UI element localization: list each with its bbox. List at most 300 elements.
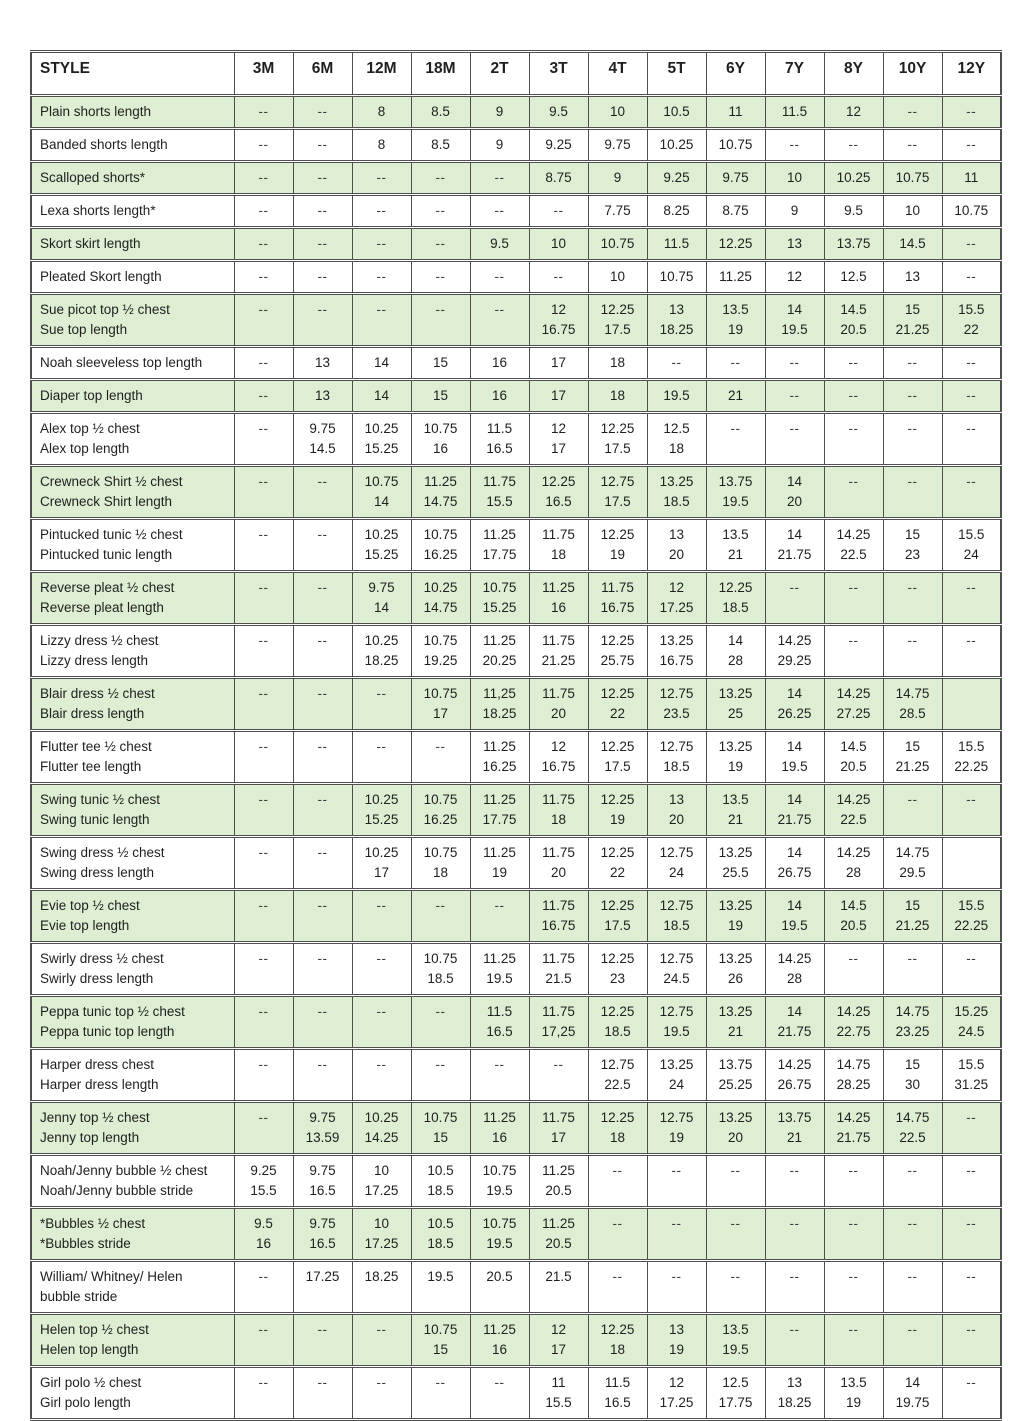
size-value-cell (765, 1314, 824, 1367)
size-value-cell (352, 519, 411, 572)
size-value-cell (942, 294, 1001, 347)
measurement-value: 14 (786, 302, 803, 317)
row-label-line: Harper dress length (40, 1077, 159, 1092)
measurement-value: 10.75 (895, 170, 930, 185)
size-value-cell (942, 678, 1001, 731)
size-value-cell (529, 380, 588, 413)
size-value-cell (647, 466, 706, 519)
measurement-value: 10.25 (364, 527, 399, 542)
size-value-cell (411, 1261, 470, 1314)
measurement-value: 10 (786, 170, 803, 185)
measurement-value: 18.5 (427, 971, 454, 986)
measurement-value: 13.75 (836, 236, 871, 251)
size-value-cell (765, 996, 824, 1049)
measurement-value: 13.25 (718, 1110, 753, 1125)
not-available-dash: -- (789, 1269, 800, 1284)
row-label-line: William/ Whitney/ Helen (40, 1269, 183, 1284)
measurement-value: 17 (550, 1342, 567, 1357)
measurement-value: 15.5 (958, 527, 985, 542)
row-label-line: *Bubbles ½ chest (40, 1216, 146, 1231)
measurement-value: 17.25 (659, 1395, 694, 1410)
size-value-cell (706, 519, 765, 572)
measurement-value: 11.25 (483, 527, 516, 542)
size-value-cell (411, 162, 470, 195)
size-value-cell (824, 413, 883, 466)
size-value-cell (352, 466, 411, 519)
measurement-value: 11.25 (483, 792, 516, 807)
size-value-cell (529, 1208, 588, 1261)
measurement-value: 14 (373, 494, 390, 509)
measurement-value: 19.5 (486, 1183, 513, 1198)
table-row (31, 996, 1001, 1049)
size-value-cell (234, 413, 293, 466)
size-value-cell (411, 129, 470, 162)
measurement-value: 14.75 (423, 600, 458, 615)
size-value-cell (411, 572, 470, 625)
column-header-7Y: 7Y (765, 52, 824, 96)
size-value-cell (293, 294, 352, 347)
measurement-value: 12 (550, 421, 567, 436)
size-value-cell (470, 466, 529, 519)
size-value-cell (588, 228, 647, 261)
size-value-cell (706, 1261, 765, 1314)
measurement-value: 18.5 (427, 1236, 454, 1251)
row-label-line: Diaper top length (40, 388, 143, 403)
not-available-dash: -- (966, 1269, 977, 1284)
measurement-value: 12.25 (600, 1322, 635, 1337)
measurement-value: 11.75 (542, 527, 575, 542)
measurement-value: 14.75 (423, 494, 458, 509)
size-value-cell (824, 731, 883, 784)
size-value-cell (588, 1102, 647, 1155)
measurement-value: 16.25 (482, 759, 517, 774)
measurement-value: 13 (668, 792, 685, 807)
size-value-cell (706, 347, 765, 380)
measurement-value: 9.25 (250, 1163, 277, 1178)
measurement-value: 23.25 (895, 1024, 930, 1039)
size-value-cell (765, 195, 824, 228)
not-available-dash: -- (848, 1322, 859, 1337)
size-value-cell (824, 380, 883, 413)
size-value-cell (706, 943, 765, 996)
measurement-value: 10 (904, 203, 921, 218)
measurement-value: 14.25 (836, 845, 871, 860)
row-label (31, 731, 234, 784)
size-value-cell (883, 784, 942, 837)
not-available-dash: -- (317, 302, 328, 317)
not-available-dash: -- (258, 633, 269, 648)
size-value-cell (588, 731, 647, 784)
measurement-value: 11.75 (542, 951, 575, 966)
not-available-dash: -- (376, 269, 387, 284)
size-value-cell (647, 1155, 706, 1208)
measurement-value: 13.25 (718, 686, 753, 701)
size-value-cell (470, 294, 529, 347)
size-value-cell (352, 261, 411, 294)
row-label (31, 1367, 234, 1420)
table-row (31, 466, 1001, 519)
measurement-value: 16 (432, 441, 449, 456)
not-available-dash: -- (435, 203, 446, 218)
table-row (31, 1367, 1001, 1420)
size-value-cell (234, 466, 293, 519)
measurement-value: 13 (786, 236, 803, 251)
size-value-cell (234, 943, 293, 996)
measurement-value: 21.5 (545, 1269, 572, 1284)
row-label-line: Peppa tunic top length (40, 1024, 175, 1039)
measurement-value: 18.25 (364, 653, 399, 668)
size-value-cell (647, 228, 706, 261)
size-value-cell (647, 380, 706, 413)
size-value-cell (529, 625, 588, 678)
not-available-dash: -- (376, 170, 387, 185)
size-value-cell (647, 261, 706, 294)
not-available-dash: -- (258, 1110, 269, 1125)
not-available-dash: -- (730, 421, 741, 436)
size-value-cell (529, 572, 588, 625)
measurement-value: 16.75 (659, 653, 694, 668)
row-label (31, 784, 234, 837)
size-value-cell (588, 837, 647, 890)
row-label-line: Swing tunic ½ chest (40, 792, 161, 807)
measurement-value: 17 (550, 441, 567, 456)
measurement-value: 13 (314, 388, 331, 403)
size-value-cell (883, 228, 942, 261)
size-value-cell (352, 347, 411, 380)
measurement-value: 22.5 (604, 1077, 631, 1092)
size-value-cell (411, 837, 470, 890)
size-value-cell (234, 1049, 293, 1102)
not-available-dash: -- (966, 1163, 977, 1178)
size-value-cell (234, 195, 293, 228)
measurement-value: 13.75 (718, 1057, 753, 1072)
size-value-cell (411, 1314, 470, 1367)
measurement-value: 9.5 (254, 1216, 273, 1231)
not-available-dash: -- (848, 580, 859, 595)
measurement-value: 10.75 (423, 1322, 458, 1337)
measurement-value: 13 (668, 1322, 685, 1337)
size-value-cell (352, 784, 411, 837)
measurement-value: 13 (314, 355, 331, 370)
size-value-cell (706, 678, 765, 731)
table-row (31, 228, 1001, 261)
measurement-value: 12.25 (718, 580, 753, 595)
measurement-value: 18.25 (659, 322, 694, 337)
size-value-cell (529, 1314, 588, 1367)
size-value-cell (529, 294, 588, 347)
size-value-cell (588, 294, 647, 347)
table-row (31, 731, 1001, 784)
size-value-cell (411, 466, 470, 519)
row-label-line: Blair dress ½ chest (40, 686, 155, 701)
table-row (31, 347, 1001, 380)
column-header-5T: 5T (647, 52, 706, 96)
size-value-cell (647, 784, 706, 837)
not-available-dash: -- (258, 951, 269, 966)
table-row (31, 1261, 1001, 1314)
size-value-cell (942, 1367, 1001, 1420)
table-row (31, 890, 1001, 943)
size-value-cell (411, 678, 470, 731)
measurement-value: 22 (963, 322, 979, 337)
size-value-cell (470, 129, 529, 162)
size-value-cell (411, 347, 470, 380)
measurement-value: 12.25 (600, 792, 635, 807)
size-value-cell (883, 1155, 942, 1208)
size-value-cell (942, 731, 1001, 784)
size-value-cell (293, 837, 352, 890)
not-available-dash: -- (258, 1322, 269, 1337)
measurement-value: 10 (373, 1163, 390, 1178)
measurement-value: 14 (786, 739, 803, 754)
size-value-cell (706, 466, 765, 519)
not-available-dash: -- (435, 236, 446, 251)
row-label (31, 195, 234, 228)
size-value-cell (352, 294, 411, 347)
size-value-cell (588, 413, 647, 466)
size-value-cell (529, 261, 588, 294)
measurement-value: 26.25 (777, 706, 812, 721)
size-value-cell (824, 1261, 883, 1314)
measurement-value: 18.5 (663, 918, 690, 933)
size-value-cell (647, 96, 706, 129)
measurement-value: 14.5 (840, 898, 867, 913)
measurement-value: 17.75 (482, 812, 517, 827)
not-available-dash: -- (907, 137, 918, 152)
size-value-cell (706, 261, 765, 294)
size-value-cell (647, 625, 706, 678)
row-label (31, 347, 234, 380)
size-value-cell (588, 96, 647, 129)
measurement-value: 12.25 (600, 302, 635, 317)
size-value-cell (588, 943, 647, 996)
row-label-line: Flutter tee ½ chest (40, 739, 152, 754)
not-available-dash: -- (907, 388, 918, 403)
measurement-value: 13.5 (722, 792, 749, 807)
size-value-cell (293, 678, 352, 731)
size-value-cell (234, 519, 293, 572)
row-label-line: Pleated Skort length (40, 269, 162, 284)
measurement-value: 14 (786, 1004, 803, 1019)
measurement-value: 13.5 (722, 1322, 749, 1337)
row-label-line: Evie top ½ chest (40, 898, 140, 913)
measurement-value: 14.75 (895, 1110, 930, 1125)
size-value-cell (765, 1155, 824, 1208)
size-value-cell (824, 625, 883, 678)
not-available-dash: -- (789, 1322, 800, 1337)
measurement-value: 24 (963, 547, 979, 562)
size-value-cell (411, 294, 470, 347)
not-available-dash: -- (317, 739, 328, 754)
measurement-value: 10.75 (423, 951, 458, 966)
measurement-value: 14 (373, 600, 390, 615)
column-header-6M: 6M (293, 52, 352, 96)
measurement-value: 14 (786, 898, 803, 913)
table-row (31, 519, 1001, 572)
measurement-value: 19.5 (427, 1269, 454, 1284)
row-label-line: Swing dress ½ chest (40, 845, 165, 860)
measurement-value: 9.75 (309, 1216, 336, 1231)
size-value-cell (647, 294, 706, 347)
style-column-header: STYLE (31, 52, 234, 96)
measurement-value: 9.5 (549, 104, 568, 119)
size-value-cell (293, 1155, 352, 1208)
size-value-cell (647, 413, 706, 466)
measurement-value: 12.25 (718, 236, 753, 251)
not-available-dash: -- (494, 170, 505, 185)
table-row (31, 162, 1001, 195)
measurement-value: 14 (373, 388, 390, 403)
not-available-dash: -- (907, 951, 918, 966)
size-value-cell (824, 1208, 883, 1261)
measurement-value: 12.75 (600, 474, 635, 489)
size-value-cell (529, 1367, 588, 1420)
size-value-cell (352, 837, 411, 890)
size-chart-body (31, 96, 1001, 1420)
measurement-value: 26.75 (777, 1077, 812, 1092)
row-label-line: Alex top length (40, 441, 130, 456)
size-value-cell (824, 943, 883, 996)
size-value-cell (588, 1261, 647, 1314)
measurement-value: 11.5 (486, 1004, 513, 1019)
row-label (31, 294, 234, 347)
size-value-cell (411, 996, 470, 1049)
size-value-cell (352, 996, 411, 1049)
row-label-line: Plain shorts length (40, 104, 152, 119)
measurement-value: 14.25 (836, 1004, 871, 1019)
size-value-cell (352, 1208, 411, 1261)
measurement-value: 11.25 (542, 1163, 575, 1178)
size-value-cell (883, 1102, 942, 1155)
not-available-dash: -- (848, 633, 859, 648)
not-available-dash: -- (435, 739, 446, 754)
size-value-cell (883, 162, 942, 195)
measurement-value: 11 (728, 104, 743, 119)
size-value-cell (706, 96, 765, 129)
size-value-cell (765, 784, 824, 837)
not-available-dash: -- (317, 633, 328, 648)
measurement-value: 14.25 (836, 527, 871, 542)
size-value-cell (529, 466, 588, 519)
measurement-value: 15.25 (364, 547, 399, 562)
measurement-value: 18.5 (722, 600, 749, 615)
measurement-value: 9 (495, 104, 504, 119)
measurement-value: 11.75 (542, 1004, 575, 1019)
not-available-dash: -- (966, 474, 977, 489)
measurement-value: 19 (668, 1342, 685, 1357)
size-value-cell (647, 943, 706, 996)
size-value-cell (529, 162, 588, 195)
measurement-value: 11,25 (483, 686, 516, 701)
measurement-value: 27.25 (836, 706, 871, 721)
measurement-value: 9.25 (663, 170, 690, 185)
measurement-value: 11 (964, 170, 979, 185)
size-value-cell (647, 195, 706, 228)
size-value-cell (529, 1155, 588, 1208)
measurement-value: 23 (904, 547, 921, 562)
size-value-cell (706, 625, 765, 678)
measurement-value: 29.5 (899, 865, 926, 880)
row-label-line: Pintucked tunic ½ chest (40, 527, 183, 542)
measurement-value: 14 (786, 527, 803, 542)
measurement-value: 13.25 (718, 845, 753, 860)
measurement-value: 14 (373, 355, 390, 370)
size-value-cell (352, 162, 411, 195)
not-available-dash: -- (317, 104, 328, 119)
measurement-value: 25.25 (718, 1077, 753, 1092)
size-value-cell (647, 678, 706, 731)
not-available-dash: -- (553, 269, 564, 284)
size-value-cell (647, 347, 706, 380)
measurement-value: 9.75 (309, 1110, 336, 1125)
measurement-value: 15 (904, 527, 921, 542)
size-value-cell (942, 519, 1001, 572)
size-value-cell (293, 347, 352, 380)
size-value-cell (883, 519, 942, 572)
measurement-value: 13.75 (777, 1110, 812, 1125)
measurement-value: 20 (668, 547, 685, 562)
not-available-dash: -- (376, 686, 387, 701)
not-available-dash: -- (907, 580, 918, 595)
measurement-value: 13.5 (722, 302, 749, 317)
measurement-value: 12 (550, 739, 567, 754)
not-available-dash: -- (789, 421, 800, 436)
measurement-value: 8.75 (545, 170, 572, 185)
not-available-dash: -- (317, 1004, 328, 1019)
not-available-dash: -- (966, 580, 977, 595)
measurement-value: 21.5 (545, 971, 572, 986)
not-available-dash: -- (317, 951, 328, 966)
size-value-cell (765, 294, 824, 347)
measurement-value: 11 (551, 1375, 566, 1390)
row-label (31, 413, 234, 466)
size-value-cell (942, 162, 1001, 195)
row-label-line: Jenny top ½ chest (40, 1110, 150, 1125)
size-value-cell (411, 261, 470, 294)
size-chart-header (31, 52, 1001, 96)
size-value-cell (942, 996, 1001, 1049)
size-value-cell (588, 1049, 647, 1102)
measurement-value: 19.25 (423, 653, 458, 668)
size-value-cell (765, 228, 824, 261)
not-available-dash: -- (317, 527, 328, 542)
measurement-value: 12.25 (600, 421, 635, 436)
column-header-18M: 18M (411, 52, 470, 96)
size-value-cell (942, 96, 1001, 129)
measurement-value: 20 (786, 494, 803, 509)
size-value-cell (470, 890, 529, 943)
measurement-value: 10.75 (659, 269, 694, 284)
size-value-cell (706, 1049, 765, 1102)
not-available-dash: -- (966, 1110, 977, 1125)
not-available-dash: -- (848, 355, 859, 370)
size-value-cell (647, 1049, 706, 1102)
not-available-dash: -- (317, 1375, 328, 1390)
measurement-value: 12.75 (659, 898, 694, 913)
measurement-value: 17 (373, 865, 390, 880)
table-row (31, 195, 1001, 228)
measurement-value: 29.25 (777, 653, 812, 668)
size-value-cell (942, 837, 1001, 890)
size-value-cell (352, 1261, 411, 1314)
row-label (31, 380, 234, 413)
measurement-value: 21.75 (777, 812, 812, 827)
size-value-cell (293, 996, 352, 1049)
not-available-dash: -- (317, 1057, 328, 1072)
measurement-value: 10.75 (482, 1163, 517, 1178)
size-value-cell (706, 784, 765, 837)
measurement-value: 11.75 (601, 580, 634, 595)
